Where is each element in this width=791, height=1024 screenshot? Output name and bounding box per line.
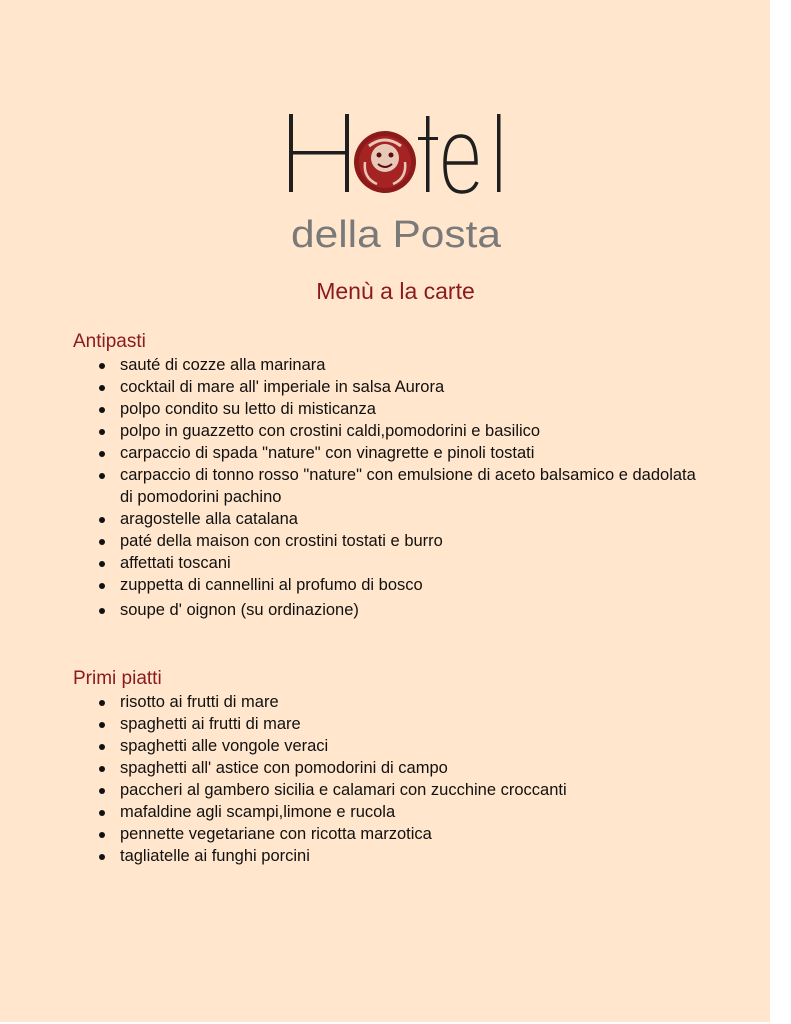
section-heading: Primi piatti (73, 668, 162, 689)
section-heading: Antipasti (73, 331, 146, 352)
list-item: spaghetti ai frutti di mare (73, 713, 713, 735)
hotel-logo (285, 108, 507, 254)
bullet-icon (99, 385, 105, 391)
section-primi-piatti (73, 667, 713, 867)
list-item: tagliatelle ai funghi porcini (73, 845, 713, 867)
bullet-icon (99, 429, 105, 435)
bullet-icon (99, 788, 105, 794)
menu-title: Menù a la carte (316, 278, 475, 304)
bullet-icon (99, 583, 105, 589)
list-item: risotto ai frutti di mare (73, 691, 713, 713)
list-item: polpo in guazzetto con crostini caldi,pomodorini e basilico (73, 420, 713, 442)
bullet-icon (99, 744, 105, 750)
bullet-icon (99, 722, 105, 728)
bullet-icon (99, 539, 105, 545)
logo-subtitle: della Posta (291, 214, 502, 254)
list-item: aragostelle alla catalana (73, 508, 713, 530)
bullet-icon (99, 517, 105, 523)
bullet-icon (99, 363, 105, 369)
list-item: cocktail di mare all' imperiale in salsa Aurora (73, 376, 713, 398)
list-item: affettati toscani (73, 552, 713, 574)
bullet-icon (99, 608, 105, 614)
bullet-icon (99, 451, 105, 457)
primi-list (73, 691, 713, 867)
bullet-icon (99, 854, 105, 860)
bullet-icon (99, 810, 105, 816)
list-item: spaghetti alle vongole veraci (73, 735, 713, 757)
list-item: paté della maison con crostini tostati e burro (73, 530, 713, 552)
list-item: polpo condito su letto di misticanza (73, 398, 713, 420)
list-item: paccheri al gambero sicilia e calamari con zucchine croccanti (73, 779, 713, 801)
bullet-icon (99, 407, 105, 413)
list-item: spaghetti all' astice con pomodorini di campo (73, 757, 713, 779)
antipasti-list (73, 354, 713, 621)
list-item: sauté di cozze alla marinara (73, 354, 713, 376)
list-item: zuppetta di cannellini al profumo di bosco (73, 574, 713, 596)
bullet-icon (99, 700, 105, 706)
bullet-icon (99, 832, 105, 838)
bullet-icon (99, 766, 105, 772)
list-item: mafaldine agli scampi,limone e rucola (73, 801, 713, 823)
list-item: pennette vegetariane con ricotta marzotica (73, 823, 713, 845)
list-item: carpaccio di spada "nature" con vinagrette e pinoli tostati (73, 442, 713, 464)
logo-wordmark (289, 114, 501, 193)
bullet-icon (99, 561, 105, 567)
section-antipasti (73, 330, 713, 621)
bullet-icon (99, 473, 105, 479)
list-item: soupe d' oignon (su ordinazione) (73, 599, 713, 621)
list-item: carpaccio di tonno rosso "nature" con emulsione di aceto balsamico e dadolata di pomodorini pachino (73, 464, 713, 508)
